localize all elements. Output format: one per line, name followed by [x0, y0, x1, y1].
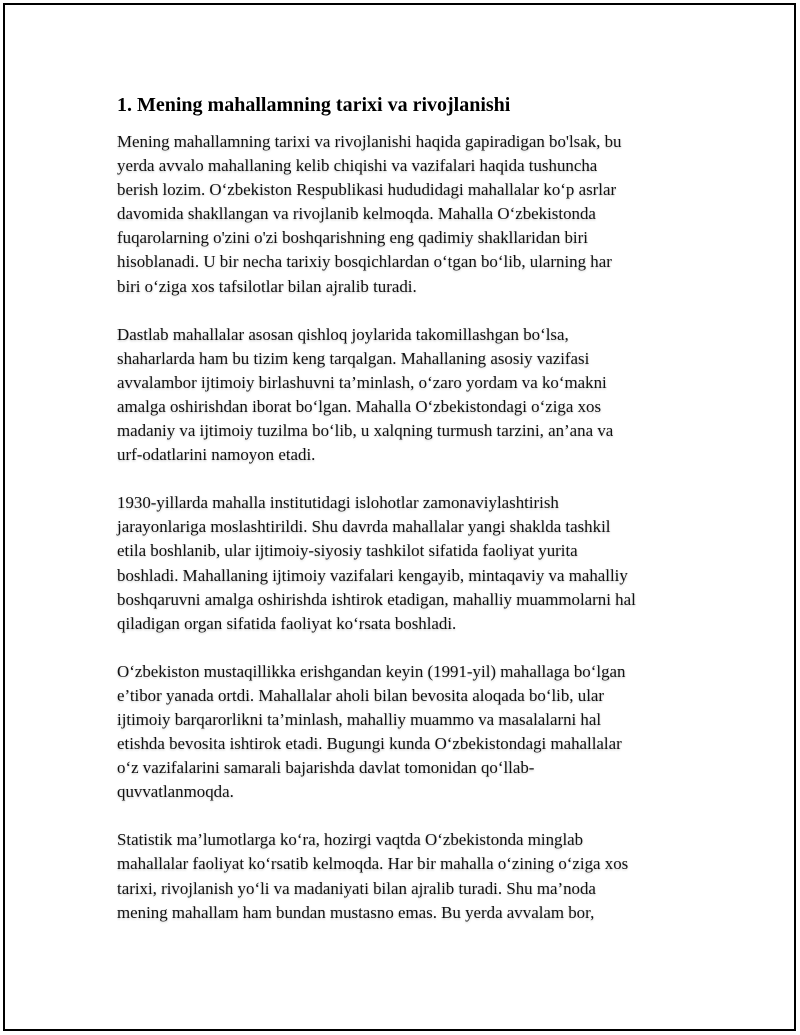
text-line: quvvatlanmoqda.	[117, 782, 234, 802]
text-line: jarayonlariga moslashtirildi. Shu davrda mahallalar yangi shaklda tashkil	[117, 517, 611, 537]
text-line: avvalambor ijtimoiy birlashuvni ta’minlash, o‘zaro yordam va ko‘makni	[117, 372, 607, 392]
text-line: yerda avvalo mahallaning kelib chiqishi va vazifalari haqida tushuncha	[117, 156, 598, 176]
text-line: urf-odatlarini namoyon etadi.	[117, 445, 316, 465]
text-line: Mening mahallamning tarixi va rivojlanishi haqida gapiradigan bo'lsak, bu	[117, 132, 622, 151]
paragraph-2	[117, 323, 693, 468]
text-line: ijtimoiy barqarorlikni ta’minlash, mahalliy muammo va masalalarni hal	[117, 709, 602, 729]
paragraph-3	[117, 491, 693, 636]
text-line: amalga oshirishdan iborat bo‘lgan. Mahalla O‘zbekistondagi o‘ziga xos	[117, 396, 602, 416]
text-line: qiladigan organ sifatida faoliyat ko‘rsata boshladi.	[117, 613, 457, 633]
text-line: o‘z vazifalarini samarali bajarishda davlat tomonidan qo‘llab-	[117, 758, 535, 778]
text-line: davomida shakllangan va rivojlanib kelmoqda. Mahalla O‘zbekistonda	[117, 204, 596, 224]
text-line: mahallalar faoliyat ko‘rsatib kelmoqda. Har bir mahalla o‘zining o‘ziga xos	[117, 854, 629, 874]
text-line: Dastlab mahallalar asosan qishloq joylarida takomillashgan bo‘lsa,	[117, 324, 569, 344]
text-line: biri o‘ziga xos tafsilotlar bilan ajralib turadi.	[117, 276, 417, 296]
text-line: shaharlarda ham bu tizim keng tarqalgan. Mahallaning asosiy vazifasi	[117, 348, 590, 368]
paragraph-1	[117, 130, 693, 299]
text-line: hisoblanadi. U bir necha tarixiy bosqichlardan o‘tgan bo‘lib, ularning har	[117, 252, 612, 272]
text-line: mening mahallam ham bundan mustasno emas. Bu yerda avvalam bor,	[117, 902, 595, 922]
text-line: tarixi, rivojlanish yo‘li va madaniyati bilan ajralib turadi. Shu ma’noda	[117, 878, 596, 898]
section-title: 1. Mening mahallamning tarixi va rivojlanishi	[117, 94, 511, 116]
text-line: etila boshlanib, ular ijtimoiy-siyosiy tashkilot sifatida faoliyat yurita	[117, 541, 578, 561]
text-line: Statistik ma’lumotlarga ko‘ra, hozirgi vaqtda O‘zbekistonda minglab	[117, 830, 584, 850]
text-line: O‘zbekiston mustaqillikka erishgandan keyin (1991-yil) mahallaga bo‘lgan	[117, 661, 626, 681]
paragraph-5	[117, 828, 693, 924]
text-line: 1930-yillarda mahalla institutidagi islohotlar zamonaviylashtirish	[117, 493, 559, 513]
text-line: berish lozim. O‘zbekiston Respublikasi hududidagi mahallalar ko‘p asrlar	[117, 180, 617, 200]
text-line: fuqarolarning o'zini o'zi boshqarishning eng qadimiy shakllaridan biri	[117, 228, 588, 248]
text-line: e’tibor yanada ortdi. Mahallalar aholi bilan bevosita aloqada bo‘lib, ular	[117, 685, 605, 705]
text-line: boshladi. Mahallaning ijtimoiy vazifalari kengayib, mintaqaviy va mahalliy	[117, 565, 628, 585]
text-line: madaniy va ijtimoiy tuzilma bo‘lib, u xalqning turmush tarzini, an’ana va	[117, 421, 614, 441]
text-line: etishda bevosita ishtirok etadi. Bugungi kunda O‘zbekistondagi mahallalar	[117, 734, 622, 754]
document-body	[113, 92, 693, 949]
paragraph-4	[117, 660, 693, 805]
text-line: boshqaruvni amalga oshirishda ishtirok etadigan, mahalliy muammolarni hal	[117, 589, 636, 609]
